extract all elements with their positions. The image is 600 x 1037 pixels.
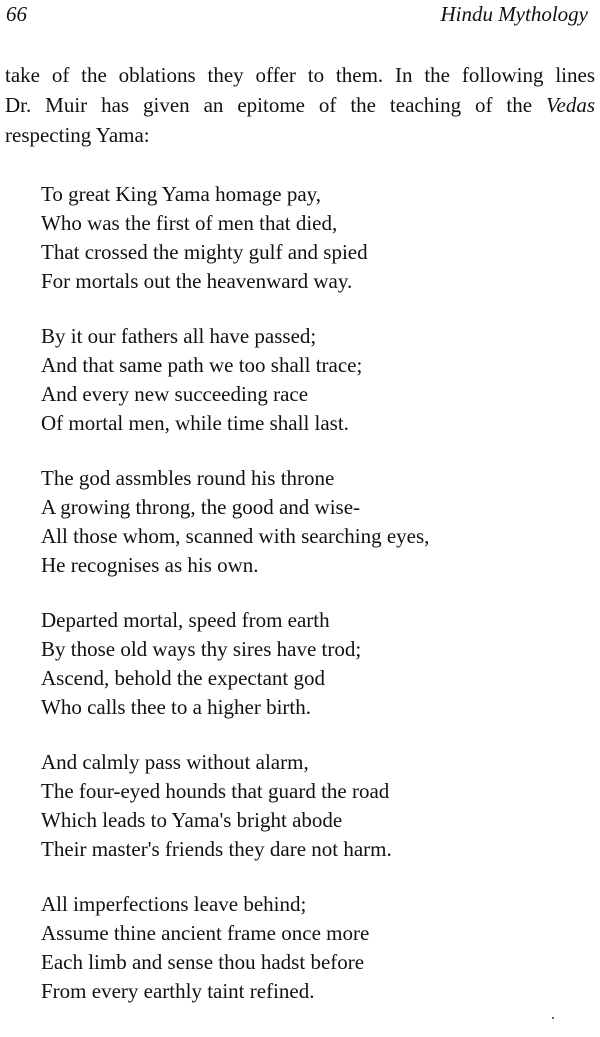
- verse-line: He recognises as his own.: [41, 553, 259, 577]
- verse-line: All those whom, scanned with searching eyes,: [41, 524, 430, 548]
- verse-line: All imperfections leave behind;: [41, 892, 307, 916]
- verse-line: Who was the first of men that died,: [41, 211, 338, 235]
- stanza-5: [41, 748, 429, 864]
- intro-line-2-text: Dr. Muir has given an epitome of the teaching of the: [5, 93, 546, 117]
- verse-line: Departed mortal, speed from earth: [41, 608, 330, 632]
- verse-line: A growing throng, the good and wise-: [41, 495, 361, 519]
- page-number: 66: [6, 2, 27, 26]
- verse-line: The god assmbles round his throne: [41, 466, 335, 490]
- scan-speck: [552, 1017, 554, 1019]
- verse-line: Assume thine ancient frame once more: [41, 921, 370, 945]
- verse-line: Each limb and sense thou hadst before: [41, 950, 365, 974]
- running-header: [6, 2, 588, 32]
- verse-line: And every new succeeding race: [41, 382, 309, 406]
- intro-line-2: [5, 90, 595, 120]
- verse-line: And that same path we too shall trace;: [41, 353, 363, 377]
- vedas-emphasis: Vedas: [546, 93, 595, 117]
- verse-line: From every earthly taint refined.: [41, 979, 315, 1003]
- verse-line: Ascend, behold the expectant god: [41, 666, 325, 690]
- verse-line: By it our fathers all have passed;: [41, 324, 317, 348]
- verse-line: And calmly pass without alarm,: [41, 750, 309, 774]
- stanza-4: [41, 606, 429, 722]
- stanza-6: [41, 890, 429, 1006]
- verse-line: For mortals out the heavenward way.: [41, 269, 353, 293]
- verse-line: To great King Yama homage pay,: [41, 182, 322, 206]
- verse-line: Who calls thee to a higher birth.: [41, 695, 311, 719]
- verse-line: That crossed the mighty gulf and spied: [41, 240, 368, 264]
- intro-line-3: respecting Yama:: [5, 123, 150, 147]
- stanza-1: [41, 180, 429, 296]
- running-title: Hindu Mythology: [440, 2, 588, 26]
- verse-line: Their master's friends they dare not harm.: [41, 837, 392, 861]
- verse-line: Of mortal men, while time shall last.: [41, 411, 349, 435]
- intro-line-1: take of the oblations they offer to them. In the following lines: [5, 63, 595, 87]
- intro-paragraph: [5, 60, 595, 150]
- stanza-2: [41, 322, 429, 438]
- verse-line: By those old ways thy sires have trod;: [41, 637, 362, 661]
- poem: [41, 180, 429, 1006]
- verse-line: The four-eyed hounds that guard the road: [41, 779, 390, 803]
- stanza-3: [41, 464, 429, 580]
- verse-line: Which leads to Yama's bright abode: [41, 808, 343, 832]
